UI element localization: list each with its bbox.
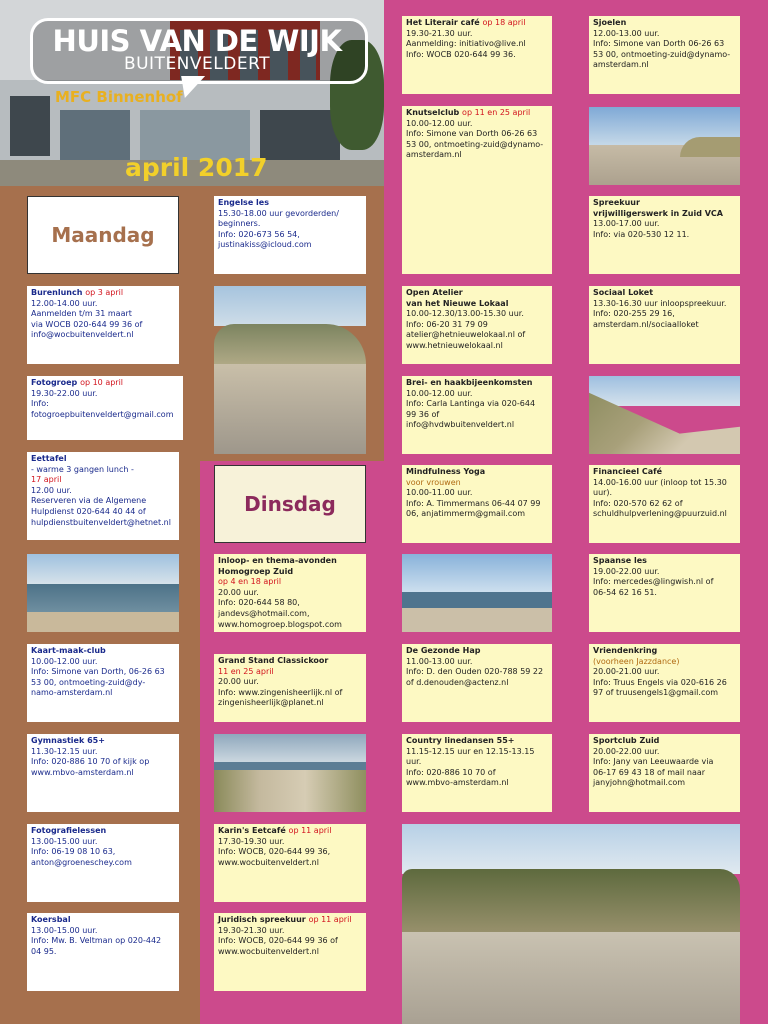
event-financieel-cafe: Financieel Café 14.00-16.00 uur (inloop tot 15.30 uur). Info: 020-570 62 62 of schuldhulpverlening@puurzuid.nl bbox=[589, 465, 740, 543]
beach-path-photo bbox=[214, 734, 366, 812]
event-spaanse-les: Spaanse les 19.00-22.00 uur. Info: mercedes@lingwish.nl of 06-54 62 16 51. bbox=[589, 554, 740, 632]
event-eettafel: Eettafel - warme 3 gangen lunch - 17 april 12.00 uur. Reserveren via de Algemene Hulpdienst 020-644 40 44 of hulpdienstbuitenveldert@hetnet.nl bbox=[27, 452, 179, 540]
event-sjoelen: Sjoelen 12.00-13.00 uur. Info: Simone van Dorth 06-26 63 53 00, ontmoeting-zuid@dynamo- amsterdam.nl bbox=[589, 16, 740, 94]
event-homogroep: Inloop- en thema-avonden Homogroep Zuid op 4 en 18 april 20.00 uur. Info: 020-644 58 80, jandevs@hotmail.com, www.homogroep.blogspot.com bbox=[214, 554, 366, 632]
beach-dunes-photo-2 bbox=[589, 107, 740, 185]
event-kaart-maak-club: Kaart-maak-club 10.00-12.00 uur. Info: Simone van Dorth, 06-26 63 53 00, ontmoeting-zuid@dy- namo-amsterdam.nl bbox=[27, 644, 179, 722]
event-koersbal: Koersbal 13.00-15.00 uur. Info: Mw. B. Veltman op 020-442 04 95. bbox=[27, 913, 179, 991]
event-gymnastiek: Gymnastiek 65+ 11.30-12.15 uur. Info: 020-886 10 70 of kijk op www.mbvo-amsterdam.nl bbox=[27, 734, 179, 812]
sea-horizon-photo bbox=[402, 554, 552, 632]
event-vriendenkring: Vriendenkring (voorheen Jazzdance) 20.00-21.00 uur. Info: Truus Engels via 020-616 26 97 of truusengels1@gmail.com bbox=[589, 644, 740, 722]
event-gezonde-hap: De Gezonde Hap 11.00-13.00 uur. Info: D. den Ouden 020-788 59 22 of d.denouden@actenz.nl bbox=[402, 644, 552, 722]
event-literair-cafe: Het Literair café op 18 april 19.30-21.30 uur. Aanmelding: initiativo@live.nl Info: WOCB 020-644 99 36. bbox=[402, 16, 552, 94]
event-knutselclub: Knutselclub op 11 en 25 april 10.00-12.00 uur. Info: Simone van Dorth 06-26 63 53 00, ontmoeting-zuid@dynamo- amsterdam.nl bbox=[402, 106, 552, 274]
day-label-dinsdag bbox=[214, 465, 366, 543]
beach-sea-photo bbox=[27, 554, 179, 632]
event-sociaal-loket: Sociaal Loket 13.30-16.30 uur inloopspreekuur. Info: 020-255 29 16, amsterdam.nl/sociaalloket bbox=[589, 286, 740, 364]
dunes-photo bbox=[214, 286, 366, 454]
event-brei-haak: Brei- en haakbijeenkomsten 10.00-12.00 uur. Info: Carla Lantinga via 020-644 99 36 of info@hvdwbuitenveldert.nl bbox=[402, 376, 552, 454]
event-burenlunch: Burenlunch op 3 april 12.00-14.00 uur. Aanmelden t/m 31 maart via WOCB 020-644 99 36 of info@wocbuitenveldert.nl bbox=[27, 286, 179, 364]
event-engelse-les: Engelse les 15.30-18.00 uur gevorderden/ beginners. Info: 020-673 56 54, justinakiss@icloud.com bbox=[214, 196, 366, 274]
logo-title: HUIS VAN DE WIJK bbox=[52, 24, 342, 58]
dune-grass-photo bbox=[589, 376, 740, 454]
event-karins-eetcafe: Karin's Eetcafé op 11 april 17.30-19.30 uur. Info: WOCB, 020-644 99 36, www.wocbuitenveldert.nl bbox=[214, 824, 366, 902]
event-fotogroep: Fotogroep op 10 april 19.30-22.00 uur. Info: fotogroepbuitenveldert@gmail.com bbox=[27, 376, 183, 440]
day-label-text: Maandag bbox=[51, 223, 155, 247]
event-open-atelier: Open Atelier van het Nieuwe Lokaal 10.00-12.30/13.00-15.30 uur. Info: 06-20 31 79 09 atelier@hetnieuwelokaal.nl of www.hetnieuwelokaal.nl bbox=[402, 286, 552, 364]
day-label-text: Dinsdag bbox=[244, 492, 336, 516]
event-juridisch-spreekuur: Juridisch spreekuur op 11 april 19.30-21.30 uur. Info: WOCB, 020-644 99 36 of www.wocbuitenveldert.nl bbox=[214, 913, 366, 991]
day-label-maandag bbox=[27, 196, 179, 274]
event-country-linedansen: Country linedansen 55+ 11.15-12.15 uur en 12.15-13.15 uur. Info: 020-886 10 70 of www.mbvo-amsterdam.nl bbox=[402, 734, 552, 812]
month-title: april 2017 bbox=[125, 153, 268, 182]
building-sign: MFC Binnenhof bbox=[55, 88, 183, 106]
event-sportclub-zuid: Sportclub Zuid 20.00-22.00 uur. Info: Jany van Leeuwaarde via 06-17 69 43 18 of mail naar janyjohn@hotmail.com bbox=[589, 734, 740, 812]
event-fotografielessen: Fotografielessen 13.00-15.00 uur. Info: 06-19 08 10 63, anton@groeneschey.com bbox=[27, 824, 179, 902]
event-spreekuur-vrijwilligerswerk: Spreekuur vrijwilligerswerk in Zuid VCA 13.00-17.00 uur. Info: via 020-530 12 11. bbox=[589, 196, 740, 274]
large-dunes-photo bbox=[402, 824, 740, 1024]
event-classickoor: Grand Stand Classickoor 11 en 25 april 20.00 uur. Info: www.zingenisheerlijk.nl of zingenisheerlijk@planet.nl bbox=[214, 654, 366, 722]
event-mindfulness-yoga: Mindfulness Yoga voor vrouwen 10.00-11.00 uur. Info: A. Timmermans 06-44 07 99 06, anjatimmerm@gmail.com bbox=[402, 465, 552, 543]
logo-subtitle: BUITENVELDERT bbox=[123, 54, 271, 74]
